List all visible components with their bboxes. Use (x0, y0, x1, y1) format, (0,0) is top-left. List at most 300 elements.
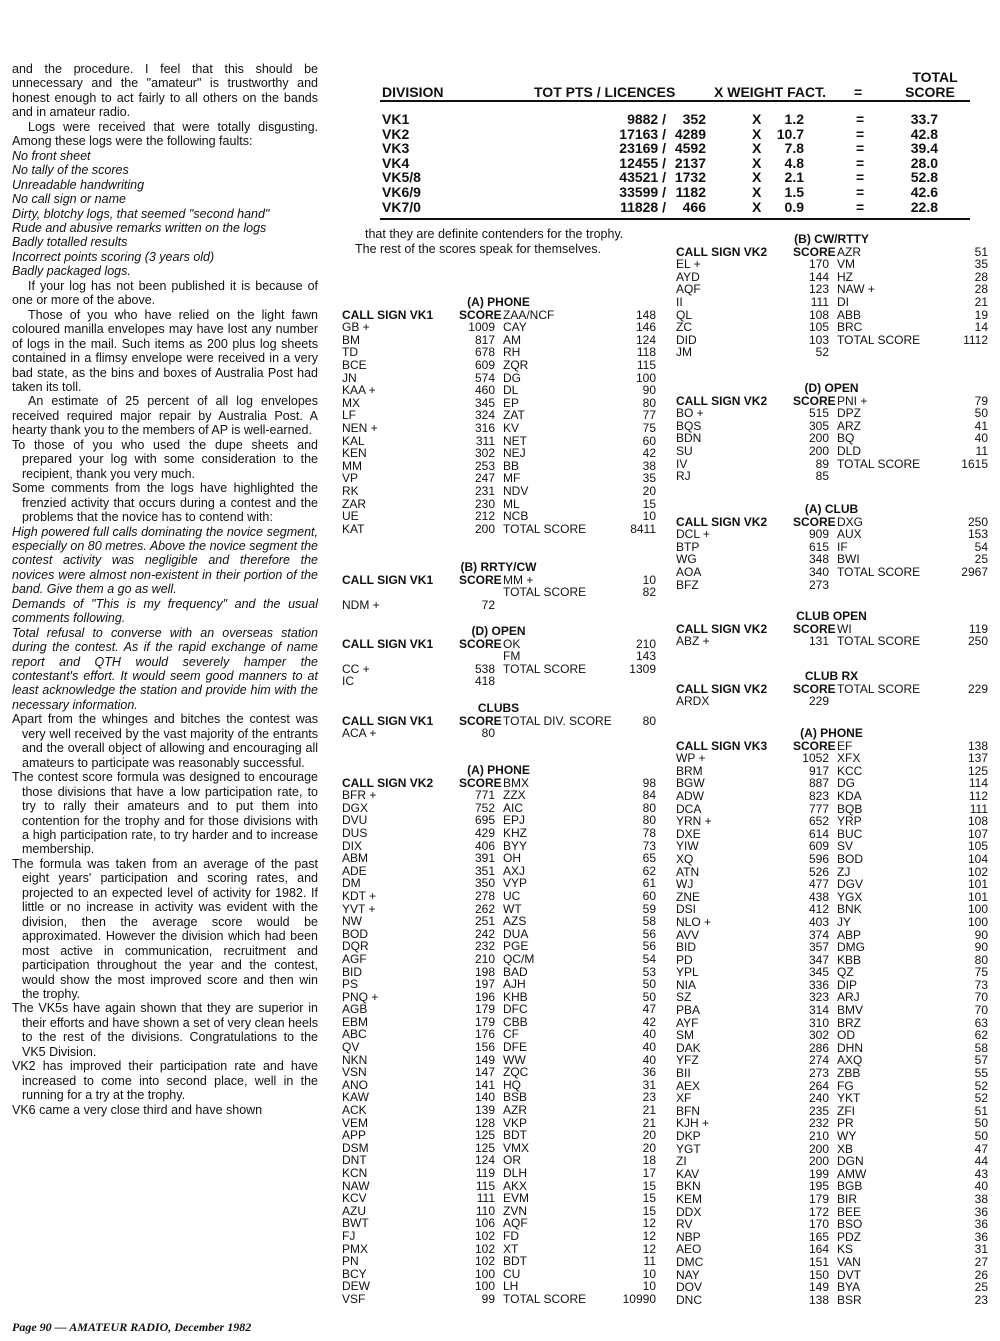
division-total: 42.8 (910, 125, 938, 142)
score: 887 (808, 776, 829, 791)
callsign: NKN (342, 1052, 368, 1067)
callsign: XT (503, 1241, 519, 1256)
callsign: CAY (503, 320, 527, 335)
score-row (341, 650, 656, 663)
score: 23 (642, 1090, 656, 1105)
score: 695 (474, 813, 495, 828)
score-row (675, 803, 988, 816)
score-row (341, 1205, 656, 1218)
score: 115 (636, 357, 656, 372)
score: 27 (974, 1254, 988, 1269)
score-row (675, 420, 988, 433)
score: 50 (642, 989, 656, 1004)
callsign: ZAA/NCF (503, 307, 555, 322)
section-title: (A) PHONE (800, 726, 863, 740)
callsign: YGT (676, 1141, 701, 1156)
score: 10 (642, 1266, 656, 1281)
callsign: RH (503, 345, 521, 360)
division-licences: 466 (682, 198, 706, 215)
score-row (675, 815, 988, 828)
callsign: NCB (503, 509, 529, 524)
callsign: YGX (837, 889, 863, 904)
callsign: RJ (676, 469, 691, 484)
score-row (341, 1016, 656, 1029)
score-row (341, 827, 656, 840)
callsign: BUC (837, 826, 863, 841)
score: 52 (815, 345, 829, 360)
score: 195 (808, 1179, 829, 1194)
callsign: ZAT (503, 408, 525, 423)
score: 125 (474, 1140, 495, 1155)
score: 40 (974, 1179, 988, 1194)
score: 18 (642, 1153, 656, 1168)
division-times: X (752, 125, 762, 142)
score-row (341, 1117, 656, 1130)
callsign: WJ (676, 877, 694, 892)
callsign: AYD (676, 269, 700, 284)
callsign: DXE (676, 826, 701, 841)
score-row (341, 460, 656, 473)
score: 823 (808, 788, 829, 803)
callsign: NLO + (676, 914, 712, 929)
score-row (341, 991, 656, 1004)
callsign: IF (837, 539, 848, 554)
callsign: KEN (342, 446, 367, 461)
callsign: KDT + (342, 888, 377, 903)
division-points: 9882 / (627, 111, 666, 127)
score-row (675, 866, 988, 879)
score-row (675, 903, 988, 916)
score: 100 (474, 1266, 495, 1281)
score: 151 (808, 1254, 829, 1269)
score: 28 (974, 282, 988, 297)
callsign: TOTAL SCORE (503, 585, 587, 600)
score: 144 (808, 269, 829, 284)
paragraph: The VK5s have again shown that they are superior in their efforts and have shown a set of very clean heels to the rest of the divisions. Congratulations to the VK5 Division. (12, 1001, 318, 1059)
score: 20 (642, 483, 656, 498)
score: 61 (642, 876, 656, 891)
score-row (341, 1079, 656, 1092)
score: 311 (475, 433, 495, 448)
score: 139 (474, 1103, 495, 1118)
score: 36 (974, 1217, 988, 1232)
score: 232 (808, 1116, 829, 1131)
score: 77 (642, 408, 656, 423)
score-row (675, 777, 988, 790)
callsign: BOD (837, 851, 864, 866)
section-vk2-phone (341, 764, 656, 1306)
callsign: TOTAL SCORE (837, 681, 921, 696)
score: 357 (808, 940, 829, 955)
callsign: MM (342, 458, 362, 473)
section-title: (B) CW/RTTY (794, 232, 869, 246)
callsign: BRC (837, 320, 863, 335)
section-vk2-club-open (675, 610, 988, 648)
paragraph: VK2 has improved their participation rate and have increased to come into second place, well in the running for a try at the trophy. (12, 1059, 318, 1103)
callsign: ZQC (503, 1065, 529, 1080)
score-row (675, 553, 988, 566)
score: 89 (815, 456, 829, 471)
callsign: BQS (676, 418, 702, 433)
score: 52 (974, 1078, 988, 1093)
division-division: VK2 (382, 125, 410, 142)
score-row (675, 1269, 988, 1282)
score: 42 (642, 446, 656, 461)
callsign: AEO (676, 1242, 702, 1257)
callsign: BYY (503, 838, 528, 853)
score-row (341, 663, 656, 676)
callsign: KAA + (342, 383, 376, 398)
section-vk2-cwrtty (675, 233, 988, 359)
callsign: SZ (676, 990, 692, 1005)
score-row (675, 1054, 988, 1067)
score-row (341, 1129, 656, 1142)
score-row (675, 334, 988, 347)
callsign: AQF (676, 282, 701, 297)
callsign: OD (837, 1028, 855, 1043)
callsign: HZ (837, 269, 853, 284)
mid-text (355, 227, 653, 256)
division-weight: 7.8 (784, 140, 804, 157)
score: 101 (967, 889, 988, 904)
callsign: EP (503, 395, 520, 410)
callsign: YKT (837, 1091, 861, 1106)
column-score-header: SCORE (793, 621, 836, 636)
division-division: VK6/9 (382, 183, 421, 200)
callsign: KCV (342, 1191, 367, 1206)
paragraph: An estimate of 25 percent of all log envelopes received required major repair by Australia Post. A hearty thank you to the members of AP is well-earned. (12, 394, 318, 438)
score: 538 (474, 661, 495, 676)
callsign: DMC (676, 1254, 704, 1269)
score-row (341, 384, 656, 397)
callsign: BTP (676, 539, 700, 554)
column-callsign-header: CALL SIGN VK2 (342, 775, 434, 790)
score: 10990 (622, 1291, 656, 1306)
score: 12 (642, 1241, 656, 1256)
score: 21 (974, 294, 988, 309)
score: 12 (642, 1228, 656, 1243)
callsign: NW (342, 914, 362, 929)
division-points: 12455 / (619, 154, 666, 171)
callsign: VKP (503, 1115, 528, 1130)
score: 21 (642, 1103, 656, 1118)
division-table-header (380, 66, 970, 102)
score-row (675, 1080, 988, 1093)
score: 429 (474, 825, 495, 840)
score-row (675, 246, 988, 259)
score: 8411 (630, 521, 656, 536)
header-tot-pts: TOT PTS / LICENCES (534, 84, 676, 100)
score: 38 (642, 458, 656, 473)
callsign: TOTAL SCORE (837, 456, 921, 471)
score: 460 (474, 383, 495, 398)
callsign: AXJ (503, 863, 526, 878)
callsign: AGB (342, 1002, 368, 1017)
callsign: QC/M (503, 951, 535, 966)
score-row (341, 447, 656, 460)
paragraph: The formula was taken from an average of the past eight years' participation and scoring rates, and projected to an expected level of activity for 1982. If little or no increase in activity was evident with the division, then the average score would be approximated. However the division which had been most active in communication, recruitment and participation throughout the year and the contest, would show the most improved score and then win the trophy. (12, 856, 318, 1001)
callsign: DM (342, 876, 361, 891)
paragraph: No tally of the scores (12, 163, 129, 178)
score: 197 (474, 977, 495, 992)
callsign: CC + (342, 661, 370, 676)
score: 609 (808, 839, 829, 854)
column-score-header: SCORE (793, 681, 836, 696)
callsign: PR (837, 1116, 854, 1131)
division-rows (380, 102, 970, 220)
callsign: BSO (837, 1217, 863, 1232)
score-row (675, 432, 988, 445)
score: 75 (974, 965, 988, 980)
score: 242 (474, 926, 495, 941)
score: 60 (642, 433, 656, 448)
callsign: TD (342, 345, 358, 360)
callsign: CU (503, 1266, 521, 1281)
score-row (675, 695, 988, 708)
callsign: BQ (837, 431, 855, 446)
score-row (341, 840, 656, 853)
score: 20 (642, 1140, 656, 1155)
callsign: YPL (676, 965, 699, 980)
callsign: DHN (837, 1040, 863, 1055)
score: 231 (474, 483, 495, 498)
score: 153 (967, 527, 988, 542)
callsign: FD (503, 1228, 519, 1243)
score: 609 (474, 357, 495, 372)
callsign: DNT (342, 1153, 367, 1168)
score: 200 (808, 1154, 829, 1169)
score-row (675, 635, 988, 648)
score: 119 (968, 621, 988, 636)
score: 200 (808, 443, 829, 458)
score: 124 (635, 332, 656, 347)
paragraph: Apart from the whinges and bitches the contest was very well received by the vast majority of the entrants and the overall object of allowing and encouraging all amateurs to participate was reasonably successful. (12, 712, 318, 770)
column-score-header: SCORE (459, 775, 502, 790)
score-row (341, 877, 656, 890)
score: 23 (974, 1292, 988, 1307)
score: 131 (808, 634, 829, 649)
score-row (675, 1218, 988, 1231)
callsign: KEM (676, 1191, 703, 1206)
callsign: ABP (837, 927, 862, 942)
score-row (675, 1105, 988, 1118)
callsign: ZBB (837, 1066, 861, 1081)
callsign: XQ (676, 851, 694, 866)
score: 104 (967, 851, 988, 866)
callsign: AVV (676, 927, 700, 942)
paragraph: If your log has not been published it is because of one or more of the above. (12, 278, 318, 308)
callsign: WP + (676, 751, 706, 766)
paragraph: Demands of "This is my frequency" and the usual comments following. (12, 596, 318, 626)
score: 40 (642, 1040, 656, 1055)
division-points: 11828 / (620, 198, 666, 215)
callsign: ACA + (342, 726, 377, 741)
score: 574 (474, 370, 495, 385)
callsign: BFR + (342, 788, 377, 803)
score: 909 (808, 527, 829, 542)
division-times: X (752, 169, 762, 186)
callsign: ARZ (837, 418, 861, 433)
division-row (380, 141, 970, 156)
score: 125 (967, 763, 988, 778)
division-division: VK3 (382, 140, 410, 157)
score-row (675, 878, 988, 891)
callsign: WY (837, 1129, 857, 1143)
callsign: OK (503, 636, 521, 651)
callsign: DMG (837, 940, 865, 955)
score-row (341, 346, 656, 359)
score-row (341, 1104, 656, 1117)
score-row (341, 422, 656, 435)
callsign: DIX (342, 838, 363, 853)
callsign: BFN (676, 1103, 700, 1118)
column-score-header: SCORE (459, 307, 502, 322)
score: 53 (642, 964, 656, 979)
score-row (675, 541, 988, 554)
score: 1615 (961, 456, 988, 471)
score: 80 (642, 395, 656, 410)
score-row (341, 586, 656, 599)
mid-text-line-1: that they are definite contenders for the trophy. (365, 227, 624, 241)
callsign: NAW + (837, 282, 875, 297)
callsign: BKN (676, 1179, 701, 1194)
division-row (380, 185, 970, 200)
callsign: UC (503, 888, 521, 903)
score: 42 (642, 1014, 656, 1029)
score: 84 (642, 788, 656, 803)
callsign: NET (503, 433, 527, 448)
score: 148 (635, 307, 656, 322)
score: 15 (642, 1203, 656, 1218)
callsign: DUA (503, 926, 529, 941)
callsign: ZAR (342, 496, 366, 511)
callsign: LF (342, 408, 357, 423)
callsign: QZ (837, 965, 854, 980)
score: 111 (476, 1191, 495, 1206)
score: 615 (808, 539, 829, 554)
callsign: YVT + (342, 901, 376, 916)
score: 250 (967, 514, 988, 529)
callsign: KCN (342, 1166, 368, 1180)
score-row (675, 458, 988, 471)
score: 138 (967, 738, 988, 753)
score: 147 (474, 1065, 495, 1080)
score: 199 (808, 1166, 829, 1181)
callsign: AMW (837, 1166, 867, 1181)
section-title: (D) OPEN (471, 624, 526, 638)
score-row (341, 1217, 656, 1230)
score-row (341, 1230, 656, 1243)
score: 36 (642, 1065, 656, 1080)
callsign: KV (503, 420, 520, 435)
paragraph: VK6 came a very close third and have shown (12, 1102, 263, 1117)
score-row (341, 1041, 656, 1054)
score: 101 (967, 877, 988, 892)
division-division: VK1 (382, 111, 410, 127)
score: 652 (808, 814, 829, 829)
callsign: AXQ (837, 1053, 863, 1068)
score: 141 (474, 1077, 495, 1092)
paragraph: Some comments from the logs have highlighted the frenzied activity that occurs during a contest and the problems that the novice has to contend with: (12, 481, 318, 525)
callsign: ARJ (837, 990, 860, 1005)
score-row (675, 765, 988, 778)
score-row (341, 865, 656, 878)
score: 100 (967, 902, 988, 917)
score: 240 (808, 1091, 829, 1106)
score: 108 (967, 814, 988, 829)
score: 14 (974, 320, 988, 335)
score: 118 (636, 345, 656, 360)
callsign: CF (503, 1027, 519, 1042)
callsign: DGV (837, 877, 864, 892)
score-row (675, 941, 988, 954)
score: 108 (808, 307, 829, 322)
score-row (341, 435, 656, 448)
score: 477 (808, 877, 829, 892)
callsign: WG (676, 552, 697, 567)
callsign: ML (503, 496, 520, 511)
section-title: (A) CLUB (804, 502, 859, 516)
score: 200 (474, 521, 495, 536)
score: 176 (474, 1027, 495, 1042)
callsign: YIW (676, 839, 699, 854)
score: 58 (642, 914, 656, 929)
callsign: WW (503, 1052, 526, 1067)
column-score-header: SCORE (793, 393, 836, 408)
paragraph: Those of you who have relied on the light fawn coloured manilla envelopes may have lost any number of logs in the mail. Such items as 200 plus log sheets contained in a flimsy envelope were received in a very bad state, as the bins and boxes of Australia Post had taken its toll. (12, 307, 318, 394)
score-row (675, 579, 988, 592)
column-score-header: SCORE (793, 738, 836, 753)
score-row (675, 1231, 988, 1244)
score-row (341, 1280, 656, 1293)
score: 99 (481, 1291, 495, 1306)
callsign: NAW (342, 1178, 370, 1193)
callsign: JY (837, 914, 852, 929)
callsign: BCE (342, 357, 367, 372)
paragraph: High powered full calls dominating the novice segment, especially on 80 metres. Above the novice segment the contest activity was negligible and therefore the novices were almost non-existent in their portion of the band. Give them a go as well. (12, 524, 318, 597)
callsign: DCA (676, 801, 702, 816)
score-row (341, 966, 656, 979)
score: 179 (808, 1191, 829, 1206)
column-callsign-header: CALL SIGN VK1 (342, 713, 434, 728)
callsign: FJ (342, 1228, 356, 1243)
score: 777 (808, 801, 829, 816)
division-division: VK5/8 (382, 169, 421, 186)
score: 340 (808, 564, 829, 579)
callsign: DID (676, 332, 697, 347)
score-row (341, 852, 656, 865)
callsign: SV (837, 839, 854, 854)
callsign: KDA (837, 788, 862, 803)
callsign: DLH (503, 1166, 528, 1180)
score-row (341, 915, 656, 928)
callsign: NDV (503, 483, 529, 498)
score-row (675, 1155, 988, 1168)
callsign: BB (503, 458, 520, 473)
score: 412 (808, 902, 829, 917)
score-row (341, 802, 656, 815)
callsign: NDM + (342, 597, 380, 612)
callsign: AZR (503, 1103, 527, 1118)
callsign: BID (676, 940, 697, 955)
score-row (341, 890, 656, 903)
score: 200 (808, 1141, 829, 1156)
callsign: VSF (342, 1291, 366, 1306)
callsign: BMX (503, 775, 530, 790)
score-row (675, 916, 988, 929)
score: 164 (808, 1242, 829, 1257)
division-division: VK4 (382, 154, 410, 171)
